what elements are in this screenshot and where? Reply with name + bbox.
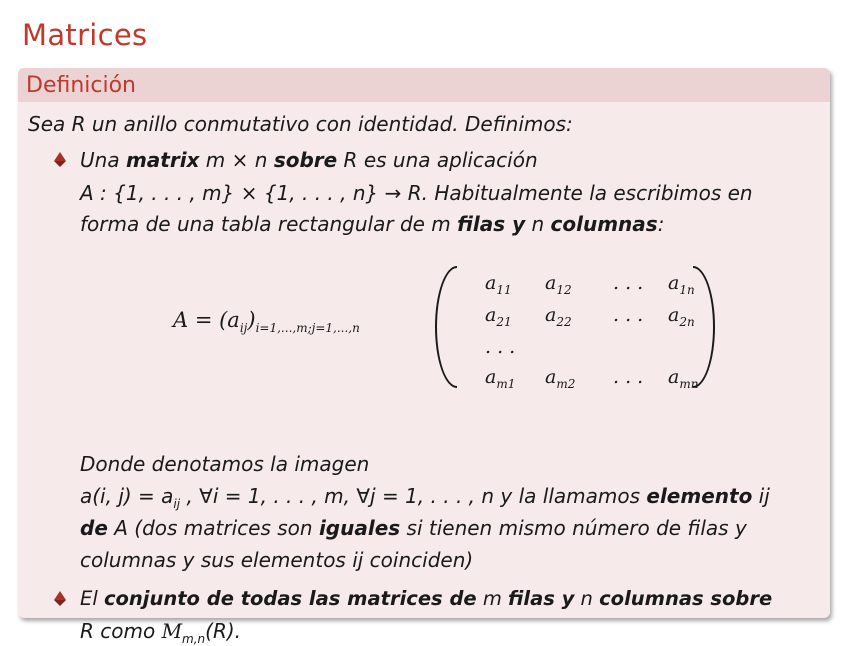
matrix-entry: $a_{2n}$	[668, 304, 695, 329]
matrix-entry: $a_{1n}$	[668, 272, 695, 297]
matrix-entry: $a_{m1}$	[485, 366, 516, 391]
subscript: i=1,...,m;j=1,...,n	[255, 321, 360, 336]
term-elemento: elemento	[646, 484, 753, 508]
matrix-entry: . . .	[613, 272, 644, 294]
matrix-entry: . . .	[485, 336, 516, 358]
definition-block	[18, 68, 830, 646]
text: , ∀i = 1, . . . , m, ∀j = 1, . . . , n y la llamamos	[180, 484, 647, 508]
item2-line1	[80, 587, 772, 610]
text: n	[525, 212, 551, 236]
text: (R).	[205, 619, 242, 643]
item1-line2: A : {1, . . . , m} × {1, . . . , n} → R. Habitualmente la escribimos en	[80, 181, 753, 205]
bullet-icon	[54, 152, 66, 161]
after-line4: columnas y sus elementos ij coinciden)	[80, 548, 474, 572]
matrix-entry: $a_{m2}$	[545, 366, 576, 391]
intro-text: Sea R un anillo conmutativo con identidad. Definimos:	[28, 112, 573, 136]
text: R como	[80, 619, 162, 643]
term-filas: filas y	[508, 587, 575, 610]
item1-line1	[80, 148, 538, 172]
text: m	[476, 587, 509, 610]
text: A (dos matrices son	[107, 516, 319, 540]
subscript: ij	[239, 321, 248, 336]
term-columnas: columnas	[550, 212, 658, 236]
term-de: de	[80, 516, 108, 540]
matrix-entry: $a_{21}$	[485, 304, 512, 329]
matrix-entry: . . .	[613, 304, 644, 326]
matrix-entry: . . .	[613, 366, 644, 388]
after-line3	[80, 516, 747, 540]
text: A = (a	[173, 308, 240, 332]
text: forma de una tabla rectangular de m	[80, 212, 458, 236]
matrix-entry: $a_{mn}$	[668, 366, 699, 391]
text: Una	[80, 148, 126, 172]
matrix-lhs	[173, 308, 360, 335]
block-title: Definición	[18, 68, 830, 102]
matrix-entry: $a_{22}$	[545, 304, 572, 329]
text: a(i, j) = a	[80, 484, 174, 508]
text: ij	[752, 484, 770, 508]
term-matrix: matrix	[125, 148, 200, 172]
term-conjunto: conjunto de todas las matrices de	[103, 587, 477, 610]
item2-line2	[80, 619, 241, 646]
frame-title: Matrices	[22, 18, 148, 52]
subscript: m,n	[182, 632, 206, 646]
left-paren	[435, 266, 457, 388]
text: si tienen mismo número de filas y	[400, 516, 747, 540]
term-columnas-sobre: columnas sobre	[599, 587, 773, 610]
after-line2	[80, 484, 770, 511]
script-m: M	[161, 619, 183, 643]
text: m × n	[199, 148, 274, 172]
block-content	[18, 102, 830, 646]
term-sobre: sobre	[273, 148, 338, 172]
term-iguales: iguales	[318, 516, 401, 540]
matrix-entry: $a_{12}$	[545, 272, 572, 297]
term-filas: filas y	[457, 212, 526, 236]
matrix-entry: $a_{11}$	[485, 272, 512, 297]
text: El	[80, 587, 104, 610]
text: )	[247, 308, 256, 332]
item1-line3	[80, 212, 664, 236]
subscript: ij	[173, 497, 181, 511]
text: :	[657, 212, 665, 236]
after-line1: Donde denotamos la imagen	[80, 452, 370, 476]
text: n	[574, 587, 600, 610]
bullet-icon	[54, 591, 66, 600]
text: R es una aplicación	[337, 148, 538, 172]
